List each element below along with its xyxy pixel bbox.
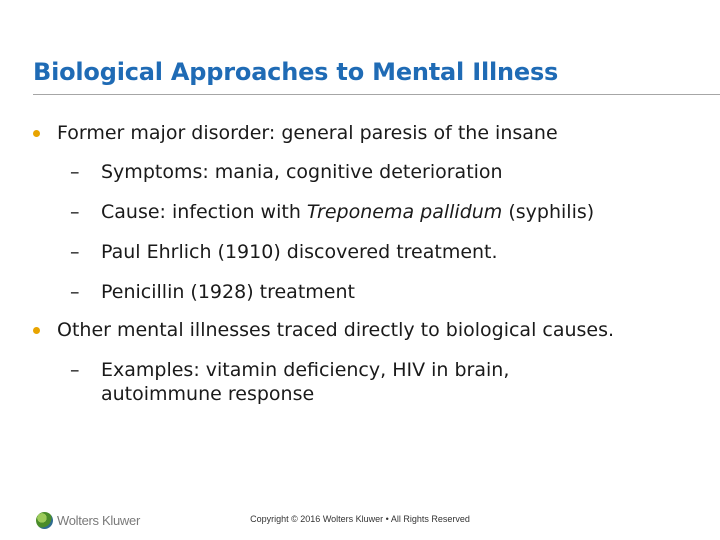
- sub-bullet-text: [101, 200, 594, 224]
- dash-icon: –: [70, 281, 80, 303]
- bullet-dot-icon: [33, 327, 40, 334]
- bullet-2-text: Other mental illnesses traced directly to biological causes.: [57, 319, 615, 341]
- sub-bullet-text: Symptoms: mania, cognitive deterioration: [101, 161, 503, 183]
- title-divider: [33, 94, 720, 95]
- sub-bullet-text-pre: Cause: infection with: [101, 201, 307, 223]
- bullet-dot-icon: [33, 130, 40, 137]
- sub-bullet-text: Penicillin (1928) treatment: [101, 281, 355, 303]
- dash-icon: –: [70, 161, 80, 183]
- sub-bullet-text-line-1: Examples: vitamin deficiency, HIV in brain,: [101, 359, 510, 381]
- sub-bullet-text-italic: Treponema pallidum: [306, 201, 503, 223]
- sub-bullet-text-post: (syphilis): [502, 201, 595, 223]
- dash-icon: –: [70, 359, 80, 381]
- dash-icon: –: [70, 241, 80, 263]
- slide-title: Biological Approaches to Mental Illness: [33, 58, 559, 86]
- logo-text: Wolters Kluwer: [57, 512, 140, 528]
- sub-bullet-text-line-2: autoimmune response: [101, 383, 315, 405]
- bullet-1-text: Former major disorder: general paresis of the insane: [57, 122, 558, 144]
- copyright-notice: Copyright © 2016 Wolters Kluwer • All Rights Reserved: [250, 514, 470, 524]
- sub-bullet-text: Paul Ehrlich (1910) discovered treatment.: [101, 241, 498, 263]
- dash-icon: –: [70, 201, 80, 223]
